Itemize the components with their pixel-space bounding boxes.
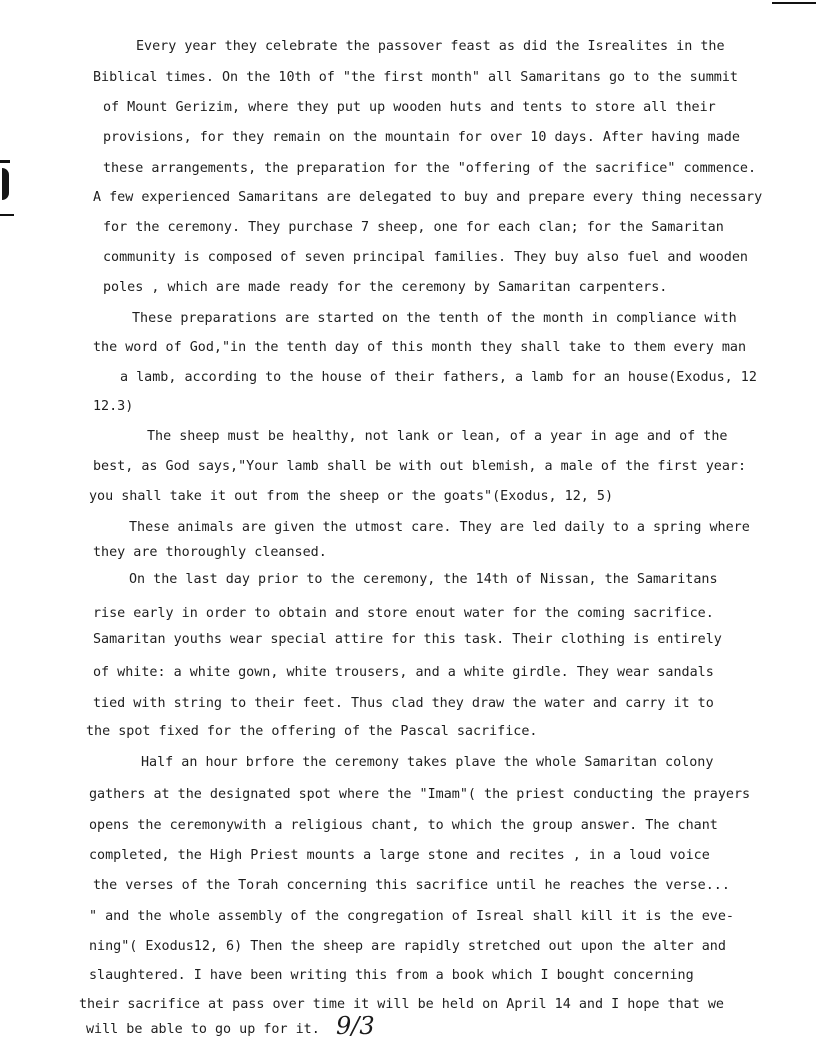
- text-line: community is composed of seven principal families. They buy also fuel and wooden: [103, 250, 748, 265]
- scan-mark-left-lower: [0, 214, 14, 216]
- text-line: their sacrifice at pass over time it will be held on April 14 and I hope that we: [79, 997, 724, 1012]
- text-line: the spot fixed for the offering of the Pascal sacrifice.: [86, 724, 538, 739]
- text-line: These preparations are started on the tenth of the month in compliance with: [132, 311, 737, 326]
- text-line: Every year they celebrate the passover feast as did the Isrealites in the: [136, 39, 725, 54]
- text-line: The sheep must be healthy, not lank or lean, of a year in age and of the: [147, 429, 728, 444]
- text-line: completed, the High Priest mounts a large stone and recites , in a loud voice: [89, 848, 710, 863]
- text-line: of Mount Gerizim, where they put up wooden huts and tents to store all their: [103, 100, 716, 115]
- text-line: On the last day prior to the ceremony, the 14th of Nissan, the Samaritans: [129, 572, 718, 587]
- handwritten-page-number: 9/3: [336, 1012, 375, 1040]
- text-line: poles , which are made ready for the ceremony by Samaritan carpenters.: [103, 280, 668, 295]
- text-line: slaughtered. I have been writing this from a book which I bought concerning: [89, 968, 694, 983]
- text-line: rise early in order to obtain and store enout water for the coming sacrifice.: [93, 606, 714, 621]
- text-line: provisions, for they remain on the mountain for over 10 days. After having made: [103, 130, 740, 145]
- text-line: 12.3): [93, 399, 134, 414]
- text-line: you shall take it out from the sheep or the goats"(Exodus, 12, 5): [89, 489, 614, 504]
- text-line: " and the whole assembly of the congregation of Isreal shall kill it is the eve-: [89, 909, 734, 924]
- text-line: gathers at the designated spot where the "Imam"( the priest conducting the prayers: [89, 787, 751, 802]
- text-line: of white: a white gown, white trousers, and a white girdle. They wear sandals: [93, 665, 714, 680]
- text-line: the verses of the Torah concerning this sacrifice until he reaches the verse...: [93, 878, 730, 893]
- text-line: Samaritan youths wear special attire for this task. Their clothing is entirely: [93, 632, 722, 647]
- text-line: will be able to go up for it.: [86, 1022, 320, 1037]
- text-line: for the ceremony. They purchase 7 sheep, one for each clan; for the Samaritan: [103, 220, 724, 235]
- text-line: Half an hour brfore the ceremony takes plave the whole Samaritan colony: [141, 755, 714, 770]
- scan-mark-top-right: [772, 2, 816, 4]
- text-line: the word of God,"in the tenth day of this month they shall take to them every man: [93, 340, 747, 355]
- text-line: a lamb, according to the house of their fathers, a lamb for an house(Exodus, 12: [120, 370, 757, 385]
- scan-mark-left-upper: [0, 160, 10, 163]
- text-line: these arrangements, the preparation for the "offering of the sacrifice" commence.: [103, 161, 757, 176]
- text-line: Biblical times. On the 10th of "the first month" all Samaritans go to the summit: [93, 70, 738, 85]
- text-line: best, as God says,"Your lamb shall be with out blemish, a male of the first year:: [93, 459, 747, 474]
- scan-mark-left-curve: [2, 168, 9, 200]
- text-line: ning"( Exodus12, 6) Then the sheep are rapidly stretched out upon the alter and: [89, 939, 726, 954]
- text-line: opens the ceremonywith a religious chant, to which the group answer. The chant: [89, 818, 718, 833]
- text-line: they are thoroughly cleansed.: [93, 545, 327, 560]
- text-line: A few experienced Samaritans are delegated to buy and prepare every thing necessary: [93, 190, 763, 205]
- text-line: tied with string to their feet. Thus clad they draw the water and carry it to: [93, 696, 714, 711]
- text-line: These animals are given the utmost care. They are led daily to a spring where: [129, 520, 750, 535]
